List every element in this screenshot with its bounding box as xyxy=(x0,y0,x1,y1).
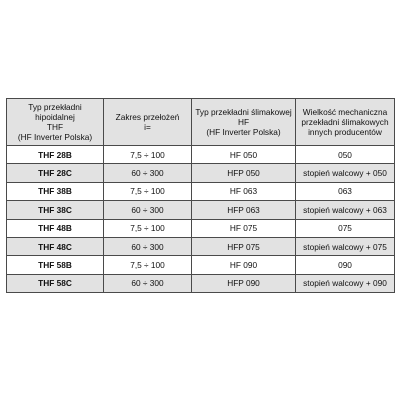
header-line: HF xyxy=(237,117,250,127)
cell-hypoid-model: THF 48B xyxy=(7,219,104,237)
cell-hypoid-model: THF 28B xyxy=(7,146,104,164)
table-row xyxy=(7,146,395,164)
gearbox-comparison-table xyxy=(6,98,395,293)
cell-ratio-range: 7,5 ÷ 100 xyxy=(104,182,192,200)
cell-mechanical-size: 063 xyxy=(296,182,395,200)
table-row xyxy=(7,219,395,237)
cell-mechanical-size: 075 xyxy=(296,219,395,237)
cell-mechanical-size: stopień walcowy + 063 xyxy=(296,201,395,219)
cell-ratio-range: 7,5 ÷ 100 xyxy=(104,219,192,237)
header-line: Typ przekładni hipoidalnej xyxy=(28,102,82,122)
header-ratio-range xyxy=(104,99,192,146)
cell-worm-model: HFP 090 xyxy=(192,274,296,292)
cell-ratio-range: 60 ÷ 300 xyxy=(104,201,192,219)
table-row xyxy=(7,274,395,292)
gearbox-comparison-table-wrapper xyxy=(6,98,394,293)
cell-mechanical-size: 090 xyxy=(296,256,395,274)
cell-worm-model: HF 090 xyxy=(192,256,296,274)
header-line: (HF Inverter Polska) xyxy=(17,132,93,142)
header-line: innych producentów xyxy=(308,127,382,137)
cell-ratio-range: 7,5 ÷ 100 xyxy=(104,256,192,274)
cell-ratio-range: 60 ÷ 300 xyxy=(104,237,192,255)
cell-mechanical-size: stopień walcowy + 075 xyxy=(296,237,395,255)
cell-worm-model: HF 063 xyxy=(192,182,296,200)
header-line: Zakres przełożeń xyxy=(115,112,180,122)
cell-worm-model: HFP 075 xyxy=(192,237,296,255)
cell-ratio-range: 60 ÷ 300 xyxy=(104,274,192,292)
cell-hypoid-model: THF 38C xyxy=(7,201,104,219)
header-worm-gear-type xyxy=(192,99,296,146)
cell-hypoid-model: THF 28C xyxy=(7,164,104,182)
header-line: Typ przekładni ślimakowej xyxy=(195,107,292,117)
cell-hypoid-model: THF 48C xyxy=(7,237,104,255)
cell-worm-model: HF 050 xyxy=(192,146,296,164)
table-row xyxy=(7,201,395,219)
cell-hypoid-model: THF 58B xyxy=(7,256,104,274)
header-line: i= xyxy=(144,122,151,132)
cell-hypoid-model: THF 58C xyxy=(7,274,104,292)
header-line: Wielkość mechaniczna xyxy=(302,107,388,117)
cell-mechanical-size: 050 xyxy=(296,146,395,164)
cell-hypoid-model: THF 38B xyxy=(7,182,104,200)
cell-mechanical-size: stopień walcowy + 050 xyxy=(296,164,395,182)
cell-ratio-range: 7,5 ÷ 100 xyxy=(104,146,192,164)
header-line: (HF Inverter Polska) xyxy=(206,127,281,137)
table-row xyxy=(7,256,395,274)
header-row xyxy=(7,99,395,146)
header-mechanical-size-other-manufacturers xyxy=(296,99,395,146)
cell-mechanical-size: stopień walcowy + 090 xyxy=(296,274,395,292)
cell-ratio-range: 60 ÷ 300 xyxy=(104,164,192,182)
header-line: przekładni ślimakowych xyxy=(301,117,389,127)
table-row xyxy=(7,182,395,200)
cell-worm-model: HF 075 xyxy=(192,219,296,237)
cell-worm-model: HFP 050 xyxy=(192,164,296,182)
header-hypoid-gear-type xyxy=(7,99,104,146)
header-line: THF xyxy=(46,122,64,132)
table-row xyxy=(7,237,395,255)
table-row xyxy=(7,164,395,182)
cell-worm-model: HFP 063 xyxy=(192,201,296,219)
